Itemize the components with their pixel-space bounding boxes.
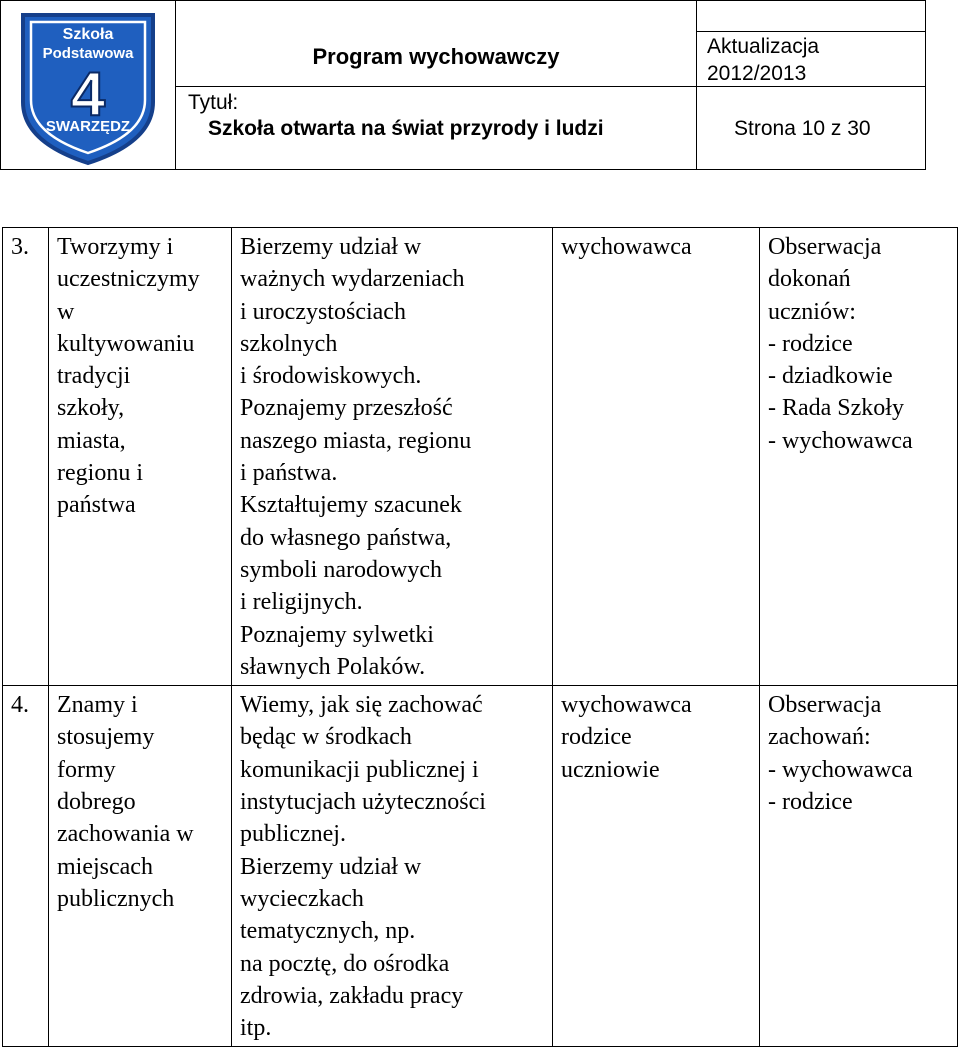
- subtitle-label: Tytuł:: [188, 91, 239, 114]
- description-line: wycieczkach: [240, 885, 364, 912]
- description-line: Poznajemy przeszłość: [240, 395, 453, 422]
- logo-city: SWARZĘDZ: [45, 118, 131, 135]
- update-divider: [697, 31, 925, 32]
- topic-line: Tworzymy i: [57, 234, 174, 260]
- evaluation-line: - Rada Szkoły: [768, 395, 904, 422]
- school-logo: [13, 7, 163, 167]
- description-line: sławnych Polaków.: [240, 653, 426, 680]
- evaluation-line: Obserwacja: [768, 692, 882, 719]
- description-line: symboli narodowych: [240, 556, 442, 583]
- topic-line: zachowania w: [57, 821, 194, 848]
- logo-number: 4: [70, 60, 106, 129]
- evaluation-line: - dziadkowie: [768, 363, 893, 390]
- row-number: 4.: [3, 686, 49, 1047]
- update-year: 2012/2013: [707, 62, 807, 85]
- evaluation-line: zachowań:: [768, 724, 871, 751]
- description-line: i uroczystościach: [240, 298, 406, 325]
- table-row: [3, 686, 958, 1047]
- logo-line1: Szkoła: [62, 26, 114, 43]
- topic-line: miasta,: [57, 427, 126, 454]
- description-line: Wiemy, jak się zachować: [240, 692, 483, 719]
- topic-line: dobrego: [57, 789, 136, 816]
- responsible-line: uczniowie: [561, 756, 660, 783]
- evaluation-line: - rodzice: [768, 789, 853, 816]
- evaluation-cell: [760, 228, 958, 686]
- description-line: i środowiskowych.: [240, 363, 422, 390]
- page-number: Strona 10 z 30: [734, 117, 871, 140]
- topic-cell: [49, 686, 232, 1047]
- description-line: będąc w środkach: [240, 724, 412, 751]
- description-line: ważnych wydarzeniach: [240, 266, 465, 293]
- responsible-cell: [553, 686, 760, 1047]
- program-title-cell: [176, 1, 696, 87]
- topic-line: Znamy i: [57, 692, 138, 719]
- evaluation-line: Obserwacja: [768, 234, 882, 260]
- responsible-cell: [553, 228, 760, 686]
- topic-line: państwa: [57, 492, 136, 519]
- description-line: publicznej.: [240, 821, 346, 848]
- topic-line: regionu i: [57, 460, 143, 487]
- evaluation-cell: [760, 686, 958, 1047]
- subtitle-text: Szkoła otwarta na świat przyrody i ludzi: [208, 117, 604, 140]
- topic-line: miejscach: [57, 853, 153, 880]
- topic-line: kultywowaniu: [57, 330, 195, 357]
- description-line: na pocztę, do ośrodka: [240, 950, 450, 977]
- program-title: Program wychowawczy: [312, 44, 560, 69]
- logo-cell: [1, 1, 176, 169]
- responsible-line: wychowawca: [561, 692, 692, 719]
- subtitle-cell: [176, 87, 696, 169]
- topic-cell: [49, 228, 232, 686]
- program-table: [2, 227, 958, 1047]
- update-label: Aktualizacja: [707, 35, 820, 58]
- description-line: i państwa.: [240, 460, 338, 487]
- topic-line: publicznych: [57, 885, 175, 912]
- page-number-cell: [696, 87, 925, 169]
- description-line: zdrowia, zakładu pracy: [240, 982, 464, 1009]
- description-cell: [232, 686, 553, 1047]
- description-line: Poznajemy sylwetki: [240, 621, 434, 648]
- evaluation-line: - wychowawca: [768, 427, 913, 454]
- topic-line: formy: [57, 756, 116, 783]
- description-line: komunikacji publicznej i: [240, 756, 479, 783]
- description-line: naszego miasta, regionu: [240, 427, 472, 454]
- description-line: itp.: [240, 1015, 272, 1042]
- description-line: do własnego państwa,: [240, 524, 452, 551]
- responsible-line: rodzice: [561, 724, 632, 751]
- topic-line: tradycji: [57, 363, 131, 390]
- program-table-body: [3, 228, 958, 1047]
- description-cell: [232, 228, 553, 686]
- logo-line2: Podstawowa: [42, 45, 134, 62]
- update-cell: [696, 1, 925, 87]
- topic-line: uczestniczymy: [57, 266, 200, 293]
- description-line: szkolnych: [240, 330, 338, 357]
- evaluation-line: - rodzice: [768, 330, 853, 357]
- evaluation-line: uczniów:: [768, 298, 856, 325]
- topic-line: w: [57, 298, 75, 325]
- description-line: tematycznych, np.: [240, 918, 416, 945]
- description-line: instytucjach użyteczności: [240, 789, 486, 816]
- description-line: i religijnych.: [240, 589, 363, 616]
- page-header: [0, 0, 926, 170]
- evaluation-line: dokonań: [768, 266, 851, 293]
- topic-line: stosujemy: [57, 724, 155, 751]
- description-line: Kształtujemy szacunek: [240, 492, 462, 519]
- topic-line: szkoły,: [57, 395, 125, 422]
- responsible-line: wychowawca: [561, 234, 692, 260]
- description-line: Bierzemy udział w: [240, 853, 422, 880]
- description-line: Bierzemy udział w: [240, 234, 422, 260]
- row-number: 3.: [3, 228, 49, 686]
- evaluation-line: - wychowawca: [768, 756, 913, 783]
- table-row: [3, 228, 958, 686]
